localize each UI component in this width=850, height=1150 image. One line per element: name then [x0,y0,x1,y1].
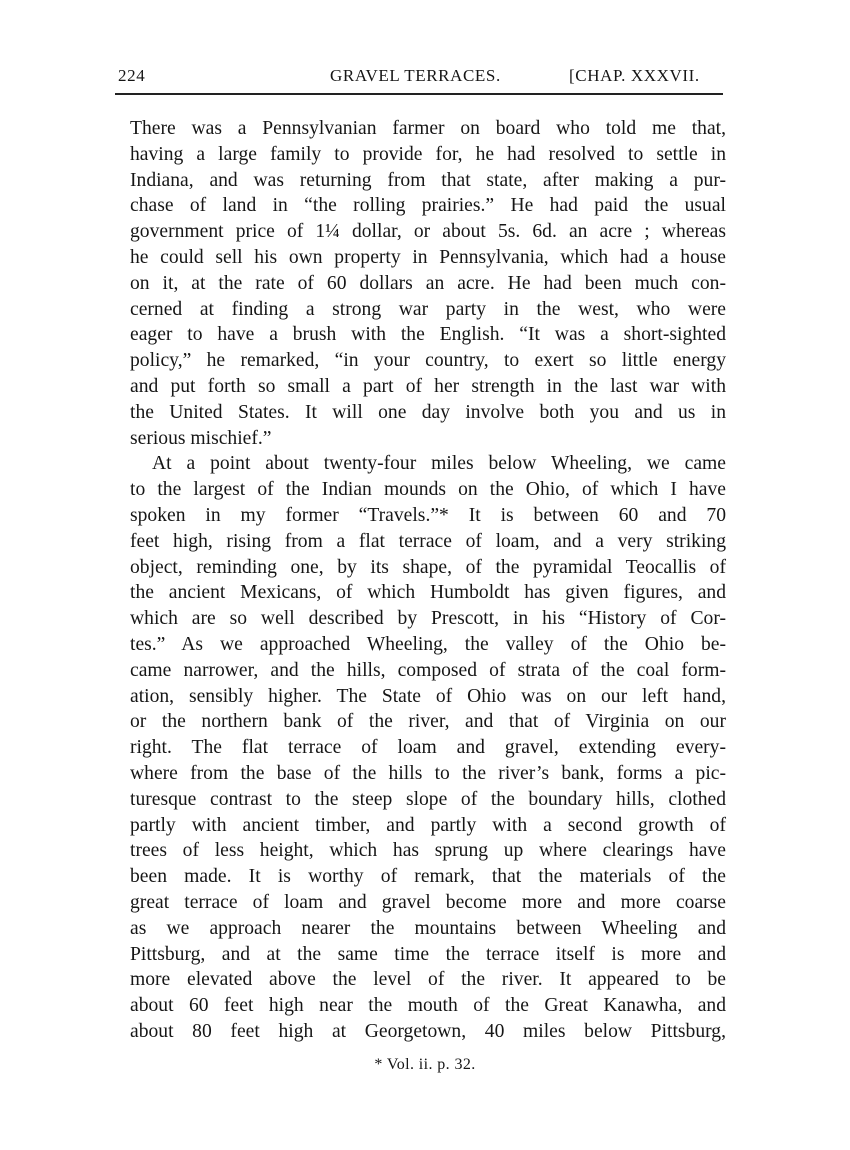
text-line: as we approach nearer the mountains between Wheeling and [130,917,726,939]
text-line: At a point about twenty-four miles below Wheeling, we came [152,453,726,475]
text-line: and put forth so small a part of her strength in the last war with [130,375,726,397]
text-line: great terrace of loam and gravel become more and more coarse [130,891,726,913]
text-line: Pittsburg, and at the same time the terrace itself is more and [130,943,726,965]
text-line: been made. It is worthy of remark, that the materials of the [130,866,726,888]
text-line: There was a Pennsylvanian farmer on board who told me that, [130,118,726,139]
text-line: to the largest of the Indian mounds on the Ohio, of which I have [130,479,726,501]
text-line: about 80 feet high at Georgetown, 40 miles below Pittsburg, [130,1020,726,1042]
text-line: which are so well described by Prescott, in his “History of Cor- [130,608,726,630]
text-line: cerned at finding a strong war party in the west, who were [130,298,726,320]
page-number: 224 [118,66,146,85]
chapter-reference: [CHAP. XXXVII. [569,66,700,85]
header-rule [115,93,723,95]
body-text [130,116,726,1045]
text-line: more elevated above the level of the river. It appeared to be [130,969,726,991]
text-line: or the northern bank of the river, and that of Virginia on our [130,711,726,733]
text-line: spoken in my former “Travels.”* It is between 60 and 70 [130,504,726,526]
text-line: serious mischief.” [130,427,272,449]
text-line: having a large family to provide for, he had resolved to settle in [130,143,726,165]
text-line: right. The flat terrace of loam and gravel, extending every- [130,737,726,759]
text-line: policy,” he remarked, “in your country, to exert so little energy [130,350,726,372]
text-line: turesque contrast to the steep slope of the boundary hills, clothed [130,788,726,810]
text-line: chase of land in “the rolling prairies.” He had paid the usual [130,195,726,217]
text-line: eager to have a brush with the English. “It was a short-sighted [130,324,726,346]
text-line: object, reminding one, by its shape, of the pyramidal Teocallis of [130,556,726,578]
text-line: trees of less height, which has sprung up where clearings have [130,840,726,862]
paragraph-1 [130,116,726,451]
text-line: came narrower, and the hills, composed of strata of the coal form- [130,659,726,681]
text-line: tes.” As we approached Wheeling, the valley of the Ohio be- [130,633,726,655]
text-line: ation, sensibly higher. The State of Ohio was on our left hand, [130,685,726,707]
text-line: the United States. It will one day involve both you and us in [130,401,726,423]
text-line: about 60 feet high near the mouth of the Great Kanawha, and [130,995,726,1017]
text-line: Indiana, and was returning from that state, after making a pur- [130,169,726,191]
running-title: GRAVEL TERRACES. [330,66,501,85]
text-line: feet high, rising from a flat terrace of loam, and a very striking [130,530,726,552]
running-header [115,66,723,94]
paragraph-2 [130,451,726,1044]
text-line: partly with ancient timber, and partly with a second growth of [130,814,726,836]
text-line: the ancient Mexicans, of which Humboldt has given figures, and [130,582,726,604]
footnote: * Vol. ii. p. 32. [374,1056,476,1073]
text-line: he could sell his own property in Pennsylvania, which had a house [130,246,726,268]
text-line: on it, at the rate of 60 dollars an acre. He had been much con- [130,272,726,294]
text-line: government price of 1¼ dollar, or about 5s. 6d. an acre ; whereas [130,221,726,243]
text-line: where from the base of the hills to the river’s bank, forms a pic- [130,762,726,784]
